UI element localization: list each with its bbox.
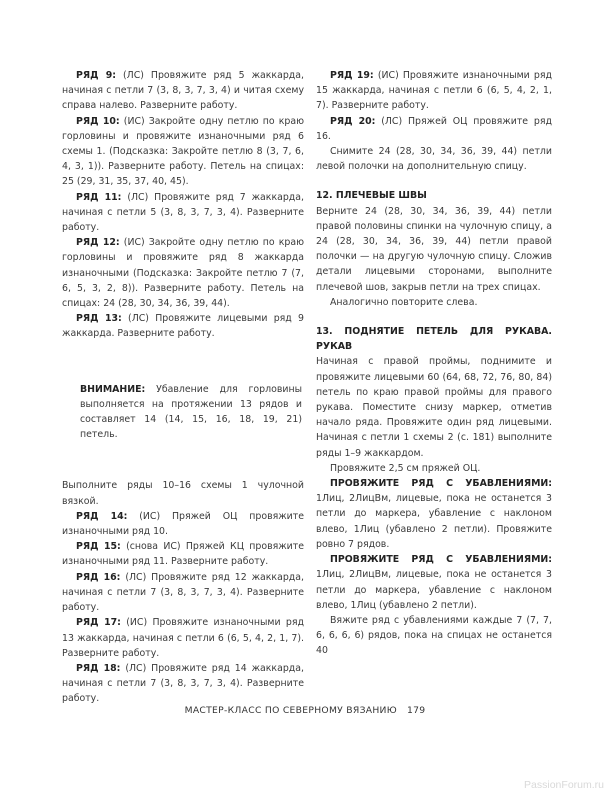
row-10-paragraph <box>62 114 304 190</box>
row-label: РЯД 15: <box>76 541 121 553</box>
row-label: ПРОВЯЖИТЕ РЯД С УБАВЛЕНИЯМИ: <box>330 554 552 566</box>
row-label: РЯД 17: <box>76 617 121 629</box>
note-text: Убавление для горловины выполняется на протяжении 13 рядов и составляет 14 (14, 15, 16, 18, 19, 21) петель. <box>80 383 302 441</box>
row-text: (ЛС) Провяжите ряд 14 жаккарда, начиная с петли 7 (3, 8, 3, 7, 3, 4). Разверните работу. <box>62 662 304 705</box>
instruction-paragraph: Аналогично повторите слева. <box>330 296 478 308</box>
row-text: (ЛС) Провяжите ряд 7 жаккарда, начиная с петли 5 (3, 8, 3, 7, 3, 4). Разверните работу. <box>62 191 305 234</box>
row-text: (ИС) Закройте одну петлю по краю горловины и провяжите изнаночными ряд 6 схемы 1. (Подсказка: Закройте петлю 8 (3, 7, 6, 4, 3, 1)). Разверните работу. Петель на спицах: 25 (29, 31, 35, 37, 40, 45). <box>62 115 305 188</box>
instruction-paragraph: Провяжите 2,5 см пряжей ОЦ. <box>330 462 481 474</box>
section-heading-shoulder-seams: 12. ПЛЕЧЕВЫЕ ШВЫ <box>316 190 427 202</box>
page-footer <box>0 705 610 716</box>
row-15-paragraph <box>62 539 304 569</box>
row-label: ПРОВЯЖИТЕ РЯД С УБАВЛЕНИЯМИ: <box>330 478 552 490</box>
instruction-paragraph: Начиная с правой проймы, поднимите и провяжите лицевыми 60 (64, 68, 72, 76, 80, 84) петель по краю правой проймы для правого рукава. Поместите снизу маркер, отметив начало ряда. Провяжите один ряд лицевыми. Начиная с петли 1 схемы 2 (с. 181) выполните ряды 1–9 жаккардом. <box>316 356 552 459</box>
attention-note <box>80 382 302 443</box>
row-12-paragraph <box>62 235 304 311</box>
row-text: (ИС) Провяжите изнаночными ряд 15 жаккарда, начиная с петли 6 (6, 5, 4, 2, 1, 7). Разверните работу. <box>316 70 553 112</box>
watermark: PassionForum.ru <box>524 779 604 791</box>
row-text: (ИС) Пряжей ОЦ провяжите изнаночными ряд 10. <box>62 510 304 538</box>
row-19-paragraph <box>316 68 552 114</box>
row-label: РЯД 12: <box>76 237 120 249</box>
note-label: ВНИМАНИЕ: <box>80 383 146 395</box>
row-label: РЯД 18: <box>76 662 121 674</box>
right-column <box>316 68 552 659</box>
page-number: 179 <box>406 705 426 716</box>
row-text: (ЛС) Провяжите ряд 5 жаккарда, начиная с петли 7 (3, 8, 3, 7, 3, 4) и читая схему справа налево. Разверните работу. <box>62 70 305 112</box>
row-18-paragraph <box>62 661 304 707</box>
row-label: РЯД 13: <box>76 313 122 325</box>
row-20-paragraph <box>316 114 552 144</box>
row-text: (ИС) Провяжите изнаночными ряд 13 жаккарда, начиная с петли 6 (6, 5, 4, 2, 1, 7). Разверните работу. <box>62 617 305 659</box>
row-label: РЯД 10: <box>76 115 120 127</box>
row-text: 1Лиц, 2ЛицВм, лицевые, пока не останется 3 петли до маркера, убавление с наклоном влево, 1Лиц (убавлено 2 петли). <box>316 569 552 611</box>
section-heading-sleeve: 13. ПОДНЯТИЕ ПЕТЕЛЬ ДЛЯ РУКАВА. РУКАВ <box>316 326 552 353</box>
row-text: 1Лиц, 2ЛицВм, лицевые, пока не останется 3 петли до маркера, убавление с наклоном влево, 1Лиц (убавлено 2 петли). Провяжите ровно 7 рядов. <box>316 493 552 550</box>
instruction-paragraph: Верните 24 (28, 30, 34, 36, 39, 44) петли правой половины спинки на чулочную спицу, а 24 (28, 30, 34, 36, 39, 44) петли правой полочки — на другую чулочную спицу. Сложив детали лицевыми сторонами, выполните плечевой шов, закрыв петли на трех спицах. <box>316 205 552 293</box>
instruction-paragraph: Выполните ряды 10–16 схемы 1 чулочной вязкой. <box>62 480 304 507</box>
row-text: (ЛС) Провяжите ряд 12 жаккарда, начиная с петли 7 (3, 8, 3, 7, 3, 4). Разверните работу. <box>62 571 304 614</box>
row-14-paragraph <box>62 509 304 539</box>
row-label: РЯД 16: <box>76 571 121 583</box>
row-17-paragraph <box>62 615 304 661</box>
decrease-row-paragraph <box>316 476 552 552</box>
row-label: РЯД 14: <box>76 510 128 522</box>
row-text: (ЛС) Провяжите лицевыми ряд 9 жаккарда. Разверните работу. <box>62 313 305 340</box>
decrease-row-paragraph <box>316 552 552 613</box>
row-label: РЯД 20: <box>330 115 376 127</box>
row-label: РЯД 9: <box>76 70 116 81</box>
left-column <box>62 68 304 707</box>
row-9-paragraph <box>62 68 304 114</box>
instruction-paragraph: Снимите 24 (28, 30, 34, 36, 39, 44) петли левой полочки на дополнительную спицу. <box>316 146 552 173</box>
instruction-paragraph: Вяжите ряд с убавлениями каждые 7 (7, 7, 6, 6, 6, 6) рядов, пока на спицах не останется 40 <box>316 614 552 657</box>
row-11-paragraph <box>62 190 304 236</box>
row-13-paragraph <box>62 311 304 341</box>
running-title: МАСТЕР-КЛАСС ПО СЕВЕРНОМУ ВЯЗАНИЮ <box>184 705 397 716</box>
row-text: (ИС) Закройте одну петлю по краю горловины и провяжите ряд 8 жаккарда изнаночными (Подсказка: Закройте петлю 7 (7, 6, 5, 3, 2, 8)). Разверните работу. Петель на спицах: 24 (28, 30, 34, 36, 39, 44). <box>62 237 305 310</box>
row-text: (ЛС) Пряжей ОЦ провяжите ряд 16. <box>316 115 552 142</box>
row-16-paragraph <box>62 570 304 616</box>
row-text: (снова ИС) Пряжей КЦ провяжите изнаночными ряд 11. Разверните работу. <box>62 541 305 568</box>
row-label: РЯД 11: <box>76 191 122 203</box>
row-label: РЯД 19: <box>330 70 374 81</box>
